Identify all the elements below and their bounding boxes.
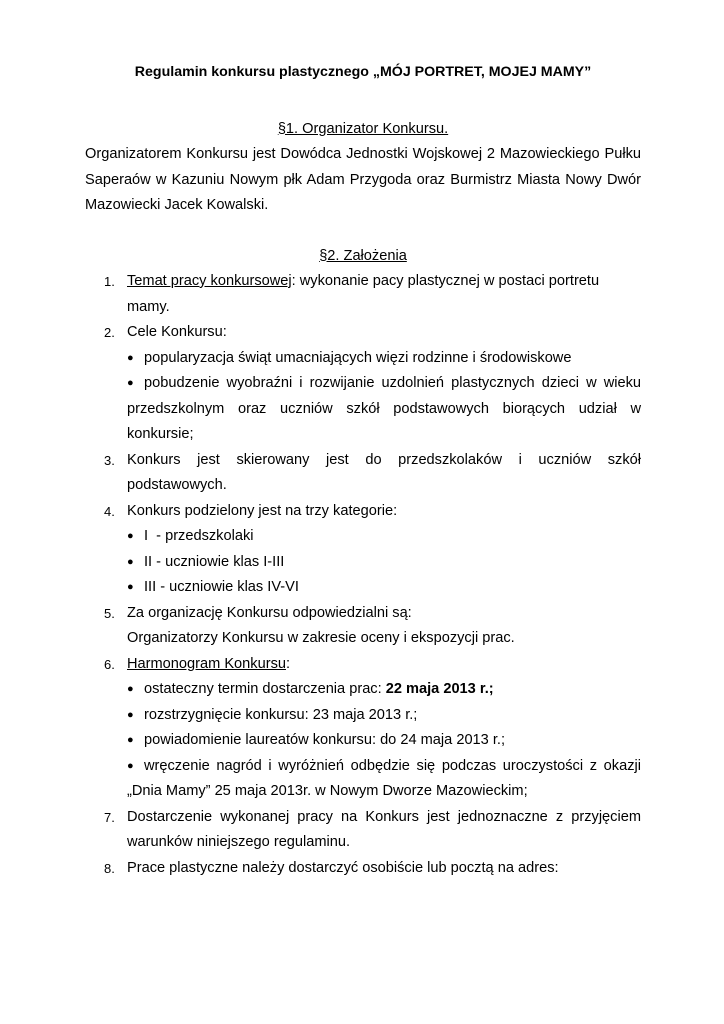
item-body: : xyxy=(285,655,291,672)
item-label: Temat pracy konkursowej xyxy=(127,273,292,289)
bullet-icon: ● xyxy=(127,683,134,695)
bullet-list xyxy=(127,524,641,601)
bullet-item xyxy=(127,371,641,448)
item-label: Harmonogram Konkursu xyxy=(127,655,286,672)
item-number: 4. xyxy=(104,503,115,519)
bullet-item xyxy=(127,575,641,601)
item-number: 3. xyxy=(104,452,115,468)
document-title: Regulamin konkursu plastycznego „MÓJ PORTRET, MOJEJ MAMY” xyxy=(134,64,592,80)
item-text-continued: Organizatorzy Konkursu w zakresie oceny i ekspozycji prac. xyxy=(127,630,515,646)
list-item xyxy=(85,601,641,652)
bullet-icon: ● xyxy=(127,377,134,389)
bullet-item xyxy=(127,524,641,550)
item-text: Cele Konkursu: xyxy=(127,324,227,340)
bullet-icon: ● xyxy=(127,351,134,364)
item-number: 7. xyxy=(104,809,115,825)
item-number: 6. xyxy=(104,656,115,672)
item-number: 8. xyxy=(104,860,115,876)
bullet-list xyxy=(127,677,641,805)
bullet-text: III - uczniowie klas IV-VI xyxy=(144,579,299,595)
bullet-text: rozstrzygnięcie konkursu: 23 maja 2013 r.; xyxy=(144,706,418,723)
bullet-item xyxy=(127,754,641,805)
item-text: Konkurs podzielony jest na trzy kategorie: xyxy=(127,502,398,519)
item-number: 2. xyxy=(104,325,115,340)
item-text xyxy=(127,652,641,678)
section-2-heading: §2. Założenia xyxy=(319,247,407,264)
list-item xyxy=(85,269,641,320)
item-text: Prace plastyczne należy dostarczyć osobiście lub pocztą na adres: xyxy=(127,859,559,876)
bullet-icon: ● xyxy=(127,734,134,746)
section-1-heading: §1. Organizator Konkursu. xyxy=(277,120,449,137)
item-text: Konkurs jest skierowany jest do przedszkolaków i uczniów szkół podstawowych. xyxy=(127,451,641,493)
bullet-item xyxy=(127,550,641,576)
bullet-item xyxy=(127,677,641,703)
section-1-body: Organizatorem Konkursu jest Dowódca Jednostki Wojskowej 2 Mazowieckiego Pułku Saperaów w Kazuniu Nowym płk Adam Przygoda oraz Burmistrz Miasta Nowy Dwór Mazowiecki Jacek Kowalski. xyxy=(85,146,641,213)
bullet-icon: ● xyxy=(127,708,134,721)
bullet-text: I - przedszkolaki xyxy=(144,528,254,544)
bullet-icon: ● xyxy=(127,759,134,772)
item-text xyxy=(127,269,641,320)
list-item xyxy=(85,652,641,805)
document-page xyxy=(85,60,641,881)
item-body: : wykonanie pacy plastycznej w postaci portretu mamy. xyxy=(127,273,600,315)
list-item xyxy=(85,499,641,601)
bullet-text: wręczenie nagród i wyróżnień odbędzie się podczas uroczystości z okazji „Dnia Mamy” 25 maja 2013r. w Nowym Dworze Mazowieckim; xyxy=(127,757,641,799)
list-item xyxy=(85,320,641,448)
bullet-item xyxy=(127,728,641,754)
list-item xyxy=(85,448,641,499)
item-number: 1. xyxy=(104,274,115,289)
list-item xyxy=(85,805,641,856)
rules-list xyxy=(85,269,641,881)
bullet-list xyxy=(127,346,641,448)
list-item xyxy=(85,856,641,882)
bullet-text: ostateczny termin dostarczenia prac: xyxy=(144,681,386,697)
bullet-text: II - uczniowie klas I-III xyxy=(144,553,285,570)
item-text: Dostarczenie wykonanej pracy na Konkurs jest jednoznaczne z przyjęciem warunków niniejszego regulaminu. xyxy=(127,808,641,850)
item-number: 5. xyxy=(104,605,115,621)
item-text: Za organizację Konkursu odpowiedzialni są: xyxy=(127,604,412,621)
bullet-text: popularyzacja świąt umacniających więzi rodzinne i środowiskowe xyxy=(144,349,572,366)
bullet-text: powiadomienie laureatów konkursu: do 24 maja 2013 r.; xyxy=(144,732,506,748)
bullet-item xyxy=(127,346,641,372)
bullet-item xyxy=(127,703,641,729)
bullet-icon: ● xyxy=(127,555,134,568)
deadline-date: 22 maja 2013 r.; xyxy=(385,681,494,697)
bullet-icon: ● xyxy=(127,530,134,542)
bullet-text: pobudzenie wyobraźni i rozwijanie uzdolnień plastycznych dzieci w wieku przedszkolnym oraz uczniów szkół podstawowych biorących udział w konkursie; xyxy=(127,375,641,442)
bullet-icon: ● xyxy=(127,581,134,593)
